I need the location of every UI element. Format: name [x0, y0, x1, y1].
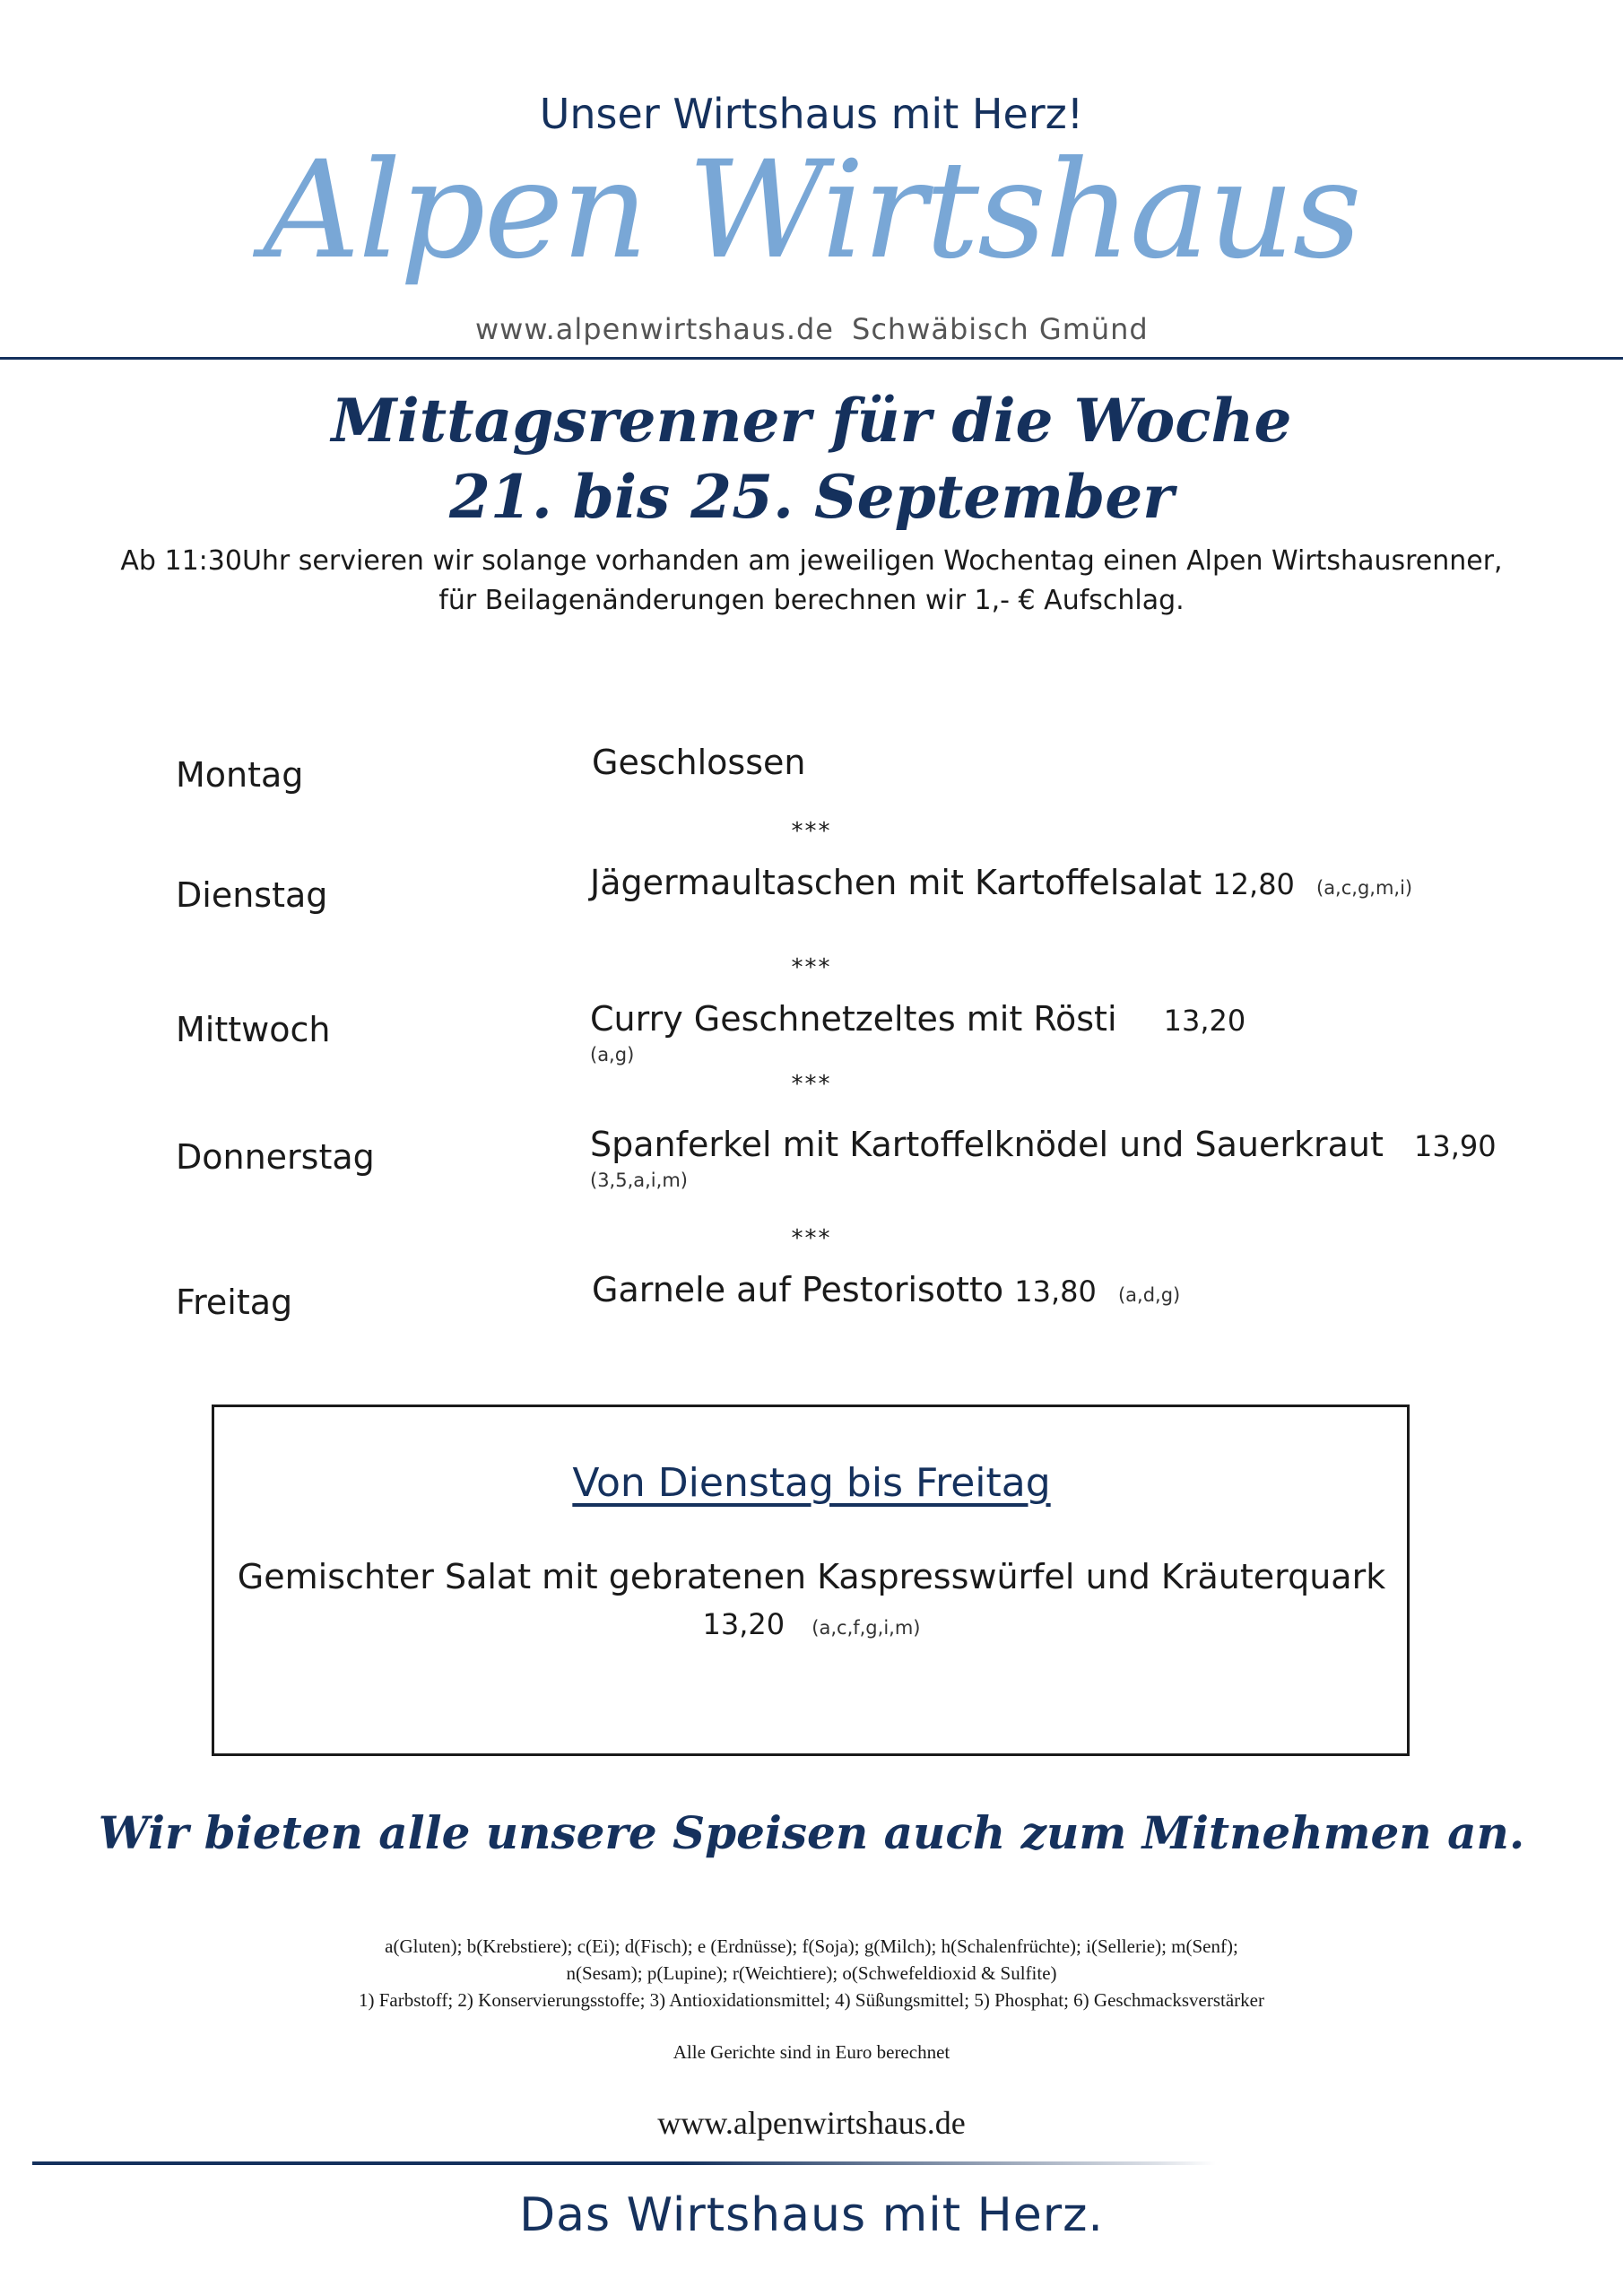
separator: *** [791, 954, 832, 981]
dish-price: 13,20 [1163, 1004, 1246, 1038]
special-offer-title: Von Dienstag bis Freitag [572, 1460, 1051, 1506]
header-divider [0, 357, 1623, 360]
dish-name: Garnele auf Pestorisotto [592, 1270, 1004, 1309]
header-website[interactable]: www.alpenwirtshaus.de [475, 312, 834, 346]
dish-allergens-wednesday: (a,g) [590, 1044, 635, 1065]
dish-price: 12,80 [1212, 867, 1295, 901]
tagline: Unser Wirtshaus mit Herz! [539, 90, 1084, 138]
dish-name: Jägermaultaschen mit Kartoffelsalat [590, 863, 1202, 902]
separator: *** [791, 818, 832, 845]
day-label-thursday: Donnerstag [176, 1137, 375, 1177]
dish-monday: Geschlossen [592, 743, 806, 782]
day-label-tuesday: Dienstag [176, 875, 328, 915]
footer-slogan: Das Wirtshaus mit Herz. [519, 2188, 1104, 2242]
header-city: Schwäbisch Gmünd [852, 312, 1149, 346]
allergen-legend-line-1: a(Gluten); b(Krebstiere); c(Ei); d(Fisch); e (Erdnüsse); f(Soja); g(Milch); h(Schalenfrüchte); i(Sellerie); m(Senf); [385, 1935, 1238, 1957]
restaurant-logo: Alpen Wirtshaus [263, 133, 1360, 289]
currency-note: Alle Gerichte sind in Euro berechnet [673, 2041, 950, 2063]
dish-allergens: (a,c,g,m,i) [1316, 877, 1413, 899]
additives-legend: 1) Farbstoff; 2) Konservierungsstoffe; 3) Antioxidationsmittel; 4) Süßungsmittel; 5) Phosphat; 6) Geschmacksverstärker [359, 1989, 1264, 2011]
dish-name: Spanferkel mit Kartoffelknödel und Sauerkraut [590, 1125, 1384, 1164]
intro-text-line-2: für Beilagenänderungen berechnen wir 1,- € Aufschlag. [438, 585, 1185, 616]
footer-divider [32, 2161, 1216, 2165]
dish-allergens: (a,d,g) [1117, 1284, 1181, 1306]
day-label-friday: Freitag [176, 1283, 293, 1322]
menu-date-range: 21. bis 25. September [449, 462, 1174, 532]
dish-thursday [590, 1125, 1497, 1164]
special-offer-price: 13,20 [702, 1607, 785, 1641]
day-label-monday: Montag [176, 755, 304, 795]
dish-price: 13,80 [1014, 1274, 1097, 1309]
dish-wednesday [590, 999, 1245, 1039]
special-offer-dish: Gemischter Salat mit gebratenen Kaspresswürfel und Kräuterquark [237, 1557, 1386, 1596]
dish-tuesday [590, 863, 1412, 902]
dish-friday [592, 1270, 1180, 1309]
intro-text-line-1: Ab 11:30Uhr servieren wir solange vorhanden am jeweiligen Wochentag einen Alpen Wirtshausrenner, [120, 545, 1503, 577]
separator: *** [791, 1225, 832, 1252]
menu-title: Mittagsrenner für die Woche [331, 386, 1292, 456]
dish-allergens-thursday: (3,5,a,i,m) [590, 1170, 688, 1191]
separator: *** [791, 1071, 832, 1098]
takeaway-notice: Wir bieten alle unsere Speisen auch zum Mitnehmen an. [98, 1806, 1525, 1859]
day-label-wednesday: Mittwoch [176, 1010, 331, 1049]
special-offer-allergens: (a,c,f,g,i,m) [812, 1617, 921, 1639]
special-offer-price-line [0, 1607, 1623, 1641]
dish-name: Curry Geschnetzeltes mit Rösti [590, 999, 1117, 1039]
dish-price: 13,90 [1413, 1129, 1497, 1163]
allergen-legend-line-2: n(Sesam); p(Lupine); r(Weichtiere); o(Schwefeldioxid & Sulfite) [566, 1962, 1057, 1984]
footer-website[interactable]: www.alpenwirtshaus.de [657, 2105, 966, 2141]
